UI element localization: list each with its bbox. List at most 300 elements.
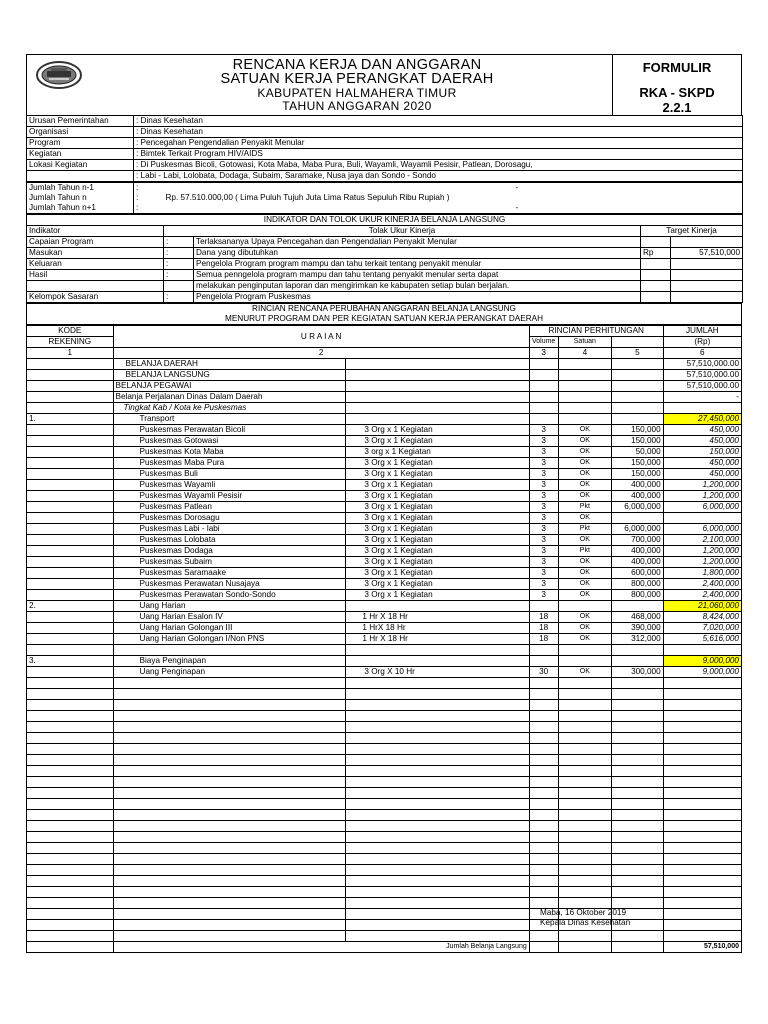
row-spec: 3 Org x 1 Kegiatan bbox=[346, 535, 529, 546]
row-price bbox=[612, 392, 664, 403]
empty-cell bbox=[663, 766, 741, 777]
row-price: 468,000 bbox=[612, 612, 664, 623]
empty-cell bbox=[663, 876, 741, 887]
empty-cell bbox=[612, 766, 664, 777]
row-number bbox=[27, 480, 114, 491]
row-spec: 1 Hr X 18 Hr bbox=[346, 612, 529, 623]
row-price: 390,000 bbox=[612, 623, 664, 634]
uraian-head: U R A I A N bbox=[113, 326, 529, 348]
empty-cell bbox=[663, 733, 741, 744]
indicator-target bbox=[671, 270, 743, 281]
empty-row bbox=[27, 711, 742, 722]
empty-cell bbox=[663, 909, 741, 920]
row-number bbox=[27, 392, 114, 403]
empty-row bbox=[27, 876, 742, 887]
empty-cell bbox=[558, 876, 612, 887]
detail-row bbox=[27, 425, 742, 436]
empty-cell bbox=[113, 777, 346, 788]
empty-cell bbox=[27, 788, 114, 799]
indicator-unit bbox=[641, 292, 671, 303]
empty-cell bbox=[346, 755, 529, 766]
empty-cell bbox=[346, 920, 529, 931]
empty-cell bbox=[346, 700, 529, 711]
empty-cell bbox=[558, 766, 612, 777]
row-satuan: OK bbox=[558, 568, 612, 579]
empty-cell bbox=[558, 821, 612, 832]
empty-cell bbox=[346, 931, 529, 942]
empty-cell bbox=[663, 843, 741, 854]
detail-title-2: MENURUT PROGRAM DAN PER KEGIATAN SATUAN KERJA PERANGKAT DAERAH bbox=[27, 314, 742, 325]
info-value: : Di Puskesmas Bicoli, Gotowasi, Kota Maba, Maba Pura, Buli, Wayamli, Wayamli Pesisir, Patlean, Dorosagu, bbox=[134, 160, 743, 171]
detail-row bbox=[27, 568, 742, 579]
empty-cell bbox=[113, 854, 346, 865]
row-price bbox=[612, 601, 664, 612]
row-price: 800,000 bbox=[612, 579, 664, 590]
row-total: 150,000 bbox=[663, 447, 741, 458]
empty-cell bbox=[558, 689, 612, 700]
detail-row bbox=[27, 414, 742, 425]
indicator-text: melakukan penginputan laporan dan mengirimkan ke kabupaten setiap bulan berjalan. bbox=[194, 281, 641, 292]
empty-cell bbox=[612, 744, 664, 755]
colnum-4: 4 bbox=[558, 348, 612, 359]
empty-cell bbox=[612, 733, 664, 744]
empty-cell bbox=[346, 876, 529, 887]
empty-cell bbox=[113, 920, 346, 931]
detail-row bbox=[27, 392, 742, 403]
empty-cell bbox=[27, 777, 114, 788]
indicator-sep: : bbox=[164, 248, 194, 259]
empty-cell bbox=[27, 898, 114, 909]
indicator-name: Hasil bbox=[27, 270, 164, 281]
row-satuan bbox=[558, 403, 612, 414]
detail-row bbox=[27, 403, 742, 414]
info-value: : Bimtek Terkait Program HIV/AIDS bbox=[134, 149, 743, 160]
row-description: Puskesmas Patlean bbox=[113, 502, 346, 513]
row-satuan: OK bbox=[558, 469, 612, 480]
row-satuan: OK bbox=[558, 436, 612, 447]
empty-cell bbox=[113, 722, 346, 733]
indicator-unit bbox=[641, 259, 671, 270]
row-number bbox=[27, 458, 114, 469]
empty-cell bbox=[529, 689, 558, 700]
info-label: Kegiatan bbox=[27, 149, 134, 160]
detail-row bbox=[27, 381, 742, 392]
row-satuan: Pkt bbox=[558, 502, 612, 513]
row-volume: 3 bbox=[529, 568, 558, 579]
row-price: 700,000 bbox=[612, 535, 664, 546]
empty-cell bbox=[558, 931, 612, 942]
empty-cell bbox=[529, 678, 558, 689]
empty-row bbox=[27, 920, 742, 931]
footer-place-date: Maba, 16 Oktober 2019 bbox=[540, 908, 627, 917]
row-total: 57,510,000.00 bbox=[663, 370, 741, 381]
empty-row bbox=[27, 733, 742, 744]
empty-cell bbox=[612, 898, 664, 909]
title-line-4: TAHUN ANGGARAN 2020 bbox=[282, 99, 432, 113]
info-row bbox=[27, 149, 743, 160]
kode-head: KODE bbox=[27, 326, 114, 337]
colnum-5: 5 bbox=[612, 348, 664, 359]
row-description: Uang Harian bbox=[113, 601, 346, 612]
empty-cell bbox=[113, 832, 346, 843]
row-total: 6,000,000 bbox=[663, 502, 741, 513]
empty-cell bbox=[612, 821, 664, 832]
empty-cell bbox=[663, 689, 741, 700]
indicator-target: 57,510,000 bbox=[671, 248, 743, 259]
form-title: FORMULIR bbox=[642, 60, 712, 75]
empty-cell bbox=[558, 854, 612, 865]
row-spec: 3 Org x 1 Kegiatan bbox=[346, 590, 529, 601]
empty-cell bbox=[346, 898, 529, 909]
empty-cell bbox=[113, 898, 346, 909]
row-spec bbox=[346, 370, 529, 381]
row-number bbox=[27, 557, 114, 568]
row-description: Belanja Perjalanan Dinas Dalam Daerah bbox=[113, 392, 346, 403]
empty-row bbox=[27, 898, 742, 909]
empty-cell bbox=[27, 832, 114, 843]
colnum-6: 6 bbox=[663, 348, 741, 359]
row-number: 3. bbox=[27, 656, 114, 667]
empty-cell bbox=[663, 722, 741, 733]
row-price: 50,000 bbox=[612, 447, 664, 458]
row-volume: 3 bbox=[529, 579, 558, 590]
year-label: Jumlah Tahun n-1 bbox=[27, 183, 134, 194]
total-row bbox=[27, 942, 742, 953]
year-sep: : bbox=[136, 203, 139, 212]
empty-cell bbox=[529, 700, 558, 711]
empty-row bbox=[27, 744, 742, 755]
total-label: Jumlah Belanja Langsung bbox=[113, 942, 529, 953]
empty-cell bbox=[612, 678, 664, 689]
indicator-sep: : bbox=[164, 237, 194, 248]
empty-cell bbox=[346, 689, 529, 700]
detail-row bbox=[27, 612, 742, 623]
empty-cell bbox=[113, 733, 346, 744]
row-volume: 3 bbox=[529, 535, 558, 546]
year-dash bbox=[514, 193, 743, 203]
year-value bbox=[164, 183, 514, 194]
empty-cell bbox=[612, 832, 664, 843]
indicator-unit bbox=[641, 281, 671, 292]
row-satuan: OK bbox=[558, 623, 612, 634]
detail-row bbox=[27, 535, 742, 546]
row-satuan: Pkt bbox=[558, 546, 612, 557]
info-row bbox=[27, 160, 743, 171]
row-spec bbox=[346, 656, 529, 667]
empty-cell bbox=[558, 898, 612, 909]
row-volume bbox=[529, 392, 558, 403]
row-volume bbox=[529, 656, 558, 667]
row-number bbox=[27, 403, 114, 414]
empty-cell bbox=[113, 876, 346, 887]
row-description: Puskesmas Perawatan Sondo-Sondo bbox=[113, 590, 346, 601]
empty-row bbox=[27, 810, 742, 821]
detail-row bbox=[27, 436, 742, 447]
empty-cell bbox=[558, 744, 612, 755]
empty-cell bbox=[27, 810, 114, 821]
empty-cell bbox=[612, 755, 664, 766]
empty-cell bbox=[346, 766, 529, 777]
row-total: 9,000,000 bbox=[663, 656, 741, 667]
row-description: Transport bbox=[113, 414, 346, 425]
row-number bbox=[27, 447, 114, 458]
info-label: Lokasi Kegiatan bbox=[27, 160, 134, 171]
row-number bbox=[27, 590, 114, 601]
row-price: 312,000 bbox=[612, 634, 664, 645]
empty-cell bbox=[529, 799, 558, 810]
row-volume bbox=[529, 414, 558, 425]
row-spec bbox=[346, 381, 529, 392]
row-total: 1,200,000 bbox=[663, 491, 741, 502]
empty-cell bbox=[529, 810, 558, 821]
row-number: 1. bbox=[27, 414, 114, 425]
empty-cell bbox=[663, 711, 741, 722]
indicator-name: Keluaran bbox=[27, 259, 164, 270]
indicator-sep bbox=[164, 281, 194, 292]
info-label: Urusan Pemerintahan bbox=[27, 116, 134, 127]
detail-row bbox=[27, 469, 742, 480]
regency-emblem-icon bbox=[33, 59, 85, 91]
row-spec: 3 Org x 1 Kegiatan bbox=[346, 480, 529, 491]
row-volume: 3 bbox=[529, 590, 558, 601]
row-description: Puskesmas Dodaga bbox=[113, 546, 346, 557]
row-satuan bbox=[558, 645, 612, 656]
empty-cell bbox=[558, 722, 612, 733]
rekening-head: REKENING bbox=[27, 337, 114, 348]
indicator-target bbox=[671, 237, 743, 248]
row-number bbox=[27, 667, 114, 678]
row-satuan: OK bbox=[558, 480, 612, 491]
empty-cell bbox=[346, 832, 529, 843]
year-value bbox=[164, 203, 514, 214]
empty-cell bbox=[529, 876, 558, 887]
row-satuan bbox=[558, 656, 612, 667]
row-total: 57,510,000.00 bbox=[663, 359, 741, 370]
indicator-name bbox=[27, 281, 164, 292]
empty-cell bbox=[27, 689, 114, 700]
empty-cell bbox=[27, 865, 114, 876]
detail-row bbox=[27, 557, 742, 568]
row-number: 2. bbox=[27, 601, 114, 612]
indicator-text: Dana yang dibutuhkan bbox=[194, 248, 641, 259]
row-total: 450,000 bbox=[663, 469, 741, 480]
colnum-1: 1 bbox=[27, 348, 114, 359]
row-description: Puskesmas Buli bbox=[113, 469, 346, 480]
empty-cell bbox=[558, 755, 612, 766]
row-price: 150,000 bbox=[612, 458, 664, 469]
detail-row bbox=[27, 623, 742, 634]
empty-cell bbox=[529, 821, 558, 832]
row-description: Puskesmas Dorosagu bbox=[113, 513, 346, 524]
info-value: : Pencegahan Pengendalian Penyakit Menular bbox=[134, 138, 743, 149]
row-price: 150,000 bbox=[612, 436, 664, 447]
row-volume bbox=[529, 645, 558, 656]
row-description: Puskesmas Labi - labi bbox=[113, 524, 346, 535]
empty-row bbox=[27, 887, 742, 898]
empty-cell bbox=[663, 920, 741, 931]
row-price: 400,000 bbox=[612, 480, 664, 491]
empty-cell bbox=[27, 733, 114, 744]
indicator-table bbox=[26, 214, 743, 303]
empty-cell bbox=[346, 843, 529, 854]
row-spec: 3 Org x 1 Kegiatan bbox=[346, 557, 529, 568]
indicator-text: Terlaksananya Upaya Pencegahan dan Pengendalian Penyakit Menular bbox=[194, 237, 641, 248]
row-spec: 3 Org x 1 Kegiatan bbox=[346, 513, 529, 524]
indicator-row bbox=[27, 259, 743, 270]
row-total: 2,400,000 bbox=[663, 590, 741, 601]
row-number bbox=[27, 568, 114, 579]
row-spec: 3 Org x 1 Kegiatan bbox=[346, 458, 529, 469]
empty-cell bbox=[113, 689, 346, 700]
indicator-head-3: Target Kinerja bbox=[641, 226, 743, 237]
empty-cell bbox=[663, 832, 741, 843]
row-satuan bbox=[558, 392, 612, 403]
indicator-unit bbox=[641, 237, 671, 248]
row-number bbox=[27, 370, 114, 381]
empty-cell bbox=[529, 832, 558, 843]
row-price bbox=[612, 645, 664, 656]
row-spec: 3 Org x 1 Kegiatan bbox=[346, 579, 529, 590]
info-row bbox=[27, 171, 743, 182]
footer-position: Kepala Dinas Kesehatan bbox=[540, 918, 631, 927]
indicator-text: Pengelola Program Puskesmas bbox=[194, 292, 641, 303]
year-dash: - bbox=[515, 183, 519, 192]
empty-cell bbox=[113, 700, 346, 711]
row-satuan: OK bbox=[558, 491, 612, 502]
empty-cell bbox=[612, 700, 664, 711]
year-row bbox=[27, 203, 743, 214]
row-satuan: OK bbox=[558, 425, 612, 436]
row-total: 2,100,000 bbox=[663, 535, 741, 546]
empty-cell bbox=[558, 810, 612, 821]
rka-sheet bbox=[26, 54, 742, 953]
empty-cell bbox=[663, 821, 741, 832]
row-price bbox=[612, 381, 664, 392]
empty-cell bbox=[27, 678, 114, 689]
row-total: 1,800,000 bbox=[663, 568, 741, 579]
empty-cell bbox=[663, 810, 741, 821]
row-volume: 3 bbox=[529, 557, 558, 568]
year-value: Rp. 57.510.000,00 ( Lima Puluh Tujuh Juta Lima Ratus Sepuluh Ribu Rupiah ) bbox=[165, 193, 450, 202]
row-satuan: OK bbox=[558, 513, 612, 524]
empty-cell bbox=[346, 744, 529, 755]
row-description: Uang Harian Golongan III bbox=[113, 623, 346, 634]
row-spec bbox=[346, 414, 529, 425]
indicator-target bbox=[671, 259, 743, 270]
empty-cell bbox=[113, 766, 346, 777]
row-price bbox=[612, 359, 664, 370]
empty-cell bbox=[113, 788, 346, 799]
row-total: 1,200,000 bbox=[663, 546, 741, 557]
row-description: Puskesmas Subaim bbox=[113, 557, 346, 568]
empty-cell bbox=[558, 711, 612, 722]
empty-cell bbox=[663, 777, 741, 788]
row-description: Uang Harian Esalon IV bbox=[113, 612, 346, 623]
empty-cell bbox=[27, 843, 114, 854]
row-total bbox=[663, 513, 741, 524]
form-code-box bbox=[612, 55, 741, 115]
row-total: - bbox=[663, 392, 741, 403]
title-line-1: RENCANA KERJA DAN ANGGARAN bbox=[232, 57, 482, 73]
row-description: Puskesmas Lolobata bbox=[113, 535, 346, 546]
empty-cell bbox=[113, 711, 346, 722]
empty-cell bbox=[663, 700, 741, 711]
row-number bbox=[27, 469, 114, 480]
row-volume: 18 bbox=[529, 634, 558, 645]
detail-row bbox=[27, 359, 742, 370]
empty-cell bbox=[612, 942, 664, 953]
empty-cell bbox=[27, 931, 114, 942]
empty-row bbox=[27, 700, 742, 711]
empty-cell bbox=[663, 898, 741, 909]
empty-cell bbox=[27, 821, 114, 832]
volume-head: Volume bbox=[529, 337, 558, 348]
detail-row bbox=[27, 546, 742, 557]
row-description: Uang Harian Golongan I/Non PNS bbox=[113, 634, 346, 645]
row-description: Puskesmas Gotowasi bbox=[113, 436, 346, 447]
indicator-text: Semua penngelola program mampu dan tahu tentang penyakit menular serta dapat bbox=[194, 270, 641, 281]
row-spec: 3 Org x 1 Kegiatan bbox=[346, 546, 529, 557]
empty-cell bbox=[558, 887, 612, 898]
row-description: BELANJA DAERAH bbox=[113, 359, 346, 370]
row-spec: 3 Org X 10 Hr bbox=[346, 667, 529, 678]
empty-cell bbox=[612, 810, 664, 821]
empty-cell bbox=[558, 799, 612, 810]
empty-cell bbox=[529, 722, 558, 733]
detail-title-table bbox=[26, 303, 742, 325]
info-table bbox=[26, 115, 743, 182]
row-satuan bbox=[558, 414, 612, 425]
year-label: Jumlah Tahun n+1 bbox=[27, 203, 134, 214]
row-spec: 3 Org x 1 Kegiatan bbox=[346, 436, 529, 447]
row-total: 1,200,000 bbox=[663, 480, 741, 491]
detail-row bbox=[27, 656, 742, 667]
empty-cell bbox=[27, 744, 114, 755]
empty-cell bbox=[612, 843, 664, 854]
empty-cell bbox=[113, 887, 346, 898]
row-total: 27,450,000 bbox=[663, 414, 741, 425]
empty-cell bbox=[663, 799, 741, 810]
empty-cell bbox=[558, 843, 612, 854]
empty-cell bbox=[663, 931, 741, 942]
row-number bbox=[27, 634, 114, 645]
empty-cell bbox=[27, 920, 114, 931]
empty-cell bbox=[529, 788, 558, 799]
empty-cell bbox=[612, 876, 664, 887]
year-sep: : bbox=[136, 193, 139, 202]
row-volume bbox=[529, 381, 558, 392]
empty-cell bbox=[346, 810, 529, 821]
document-header bbox=[26, 54, 742, 115]
detail-row bbox=[27, 370, 742, 381]
empty-cell bbox=[346, 887, 529, 898]
empty-cell bbox=[529, 755, 558, 766]
row-number bbox=[27, 436, 114, 447]
row-volume: 3 bbox=[529, 458, 558, 469]
empty-cell bbox=[529, 931, 558, 942]
empty-cell bbox=[113, 810, 346, 821]
empty-row bbox=[27, 766, 742, 777]
row-description: Puskesmas Wayamli bbox=[113, 480, 346, 491]
empty-cell bbox=[558, 942, 612, 953]
rincian-head: RINCIAN PERHITUNGAN bbox=[529, 326, 663, 337]
empty-cell bbox=[346, 865, 529, 876]
row-volume: 3 bbox=[529, 502, 558, 513]
empty-cell bbox=[612, 931, 664, 942]
row-number bbox=[27, 502, 114, 513]
empty-row bbox=[27, 755, 742, 766]
row-description: BELANJA LANGSUNG bbox=[113, 370, 346, 381]
